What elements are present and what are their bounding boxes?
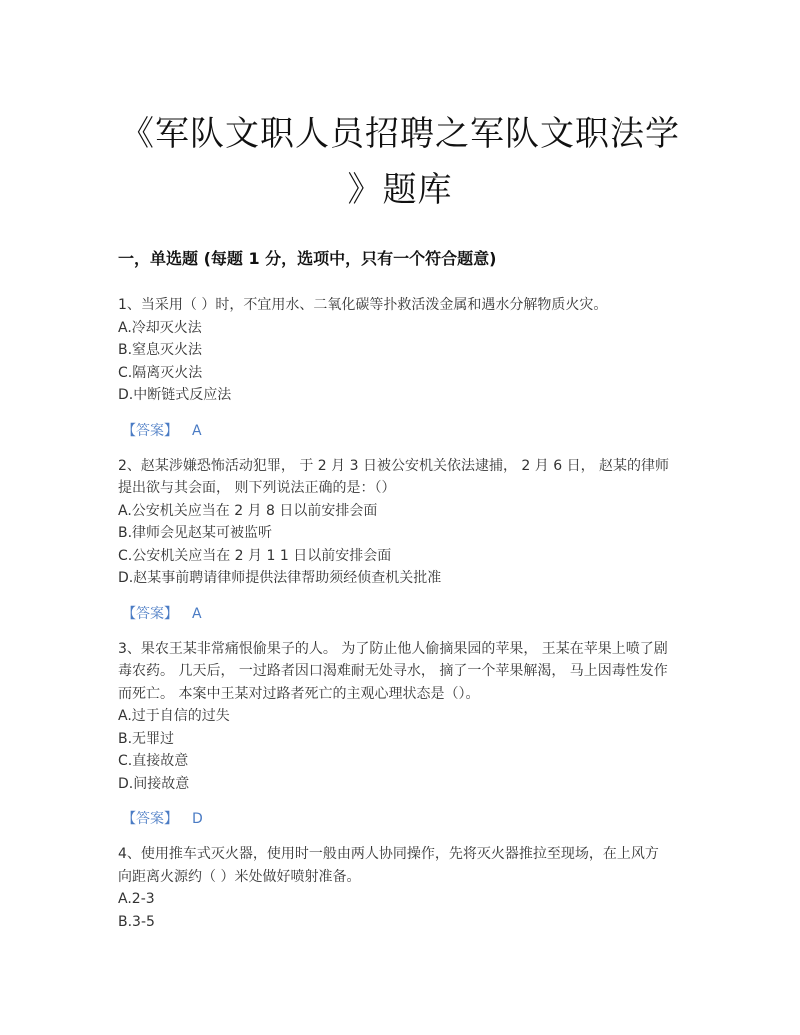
question-block (118, 843, 684, 933)
answer-value: D (192, 811, 203, 827)
answer-option: A.过于自信的过失 (118, 708, 230, 724)
answer-value: A (192, 422, 202, 439)
document-title (100, 106, 700, 218)
question-stem: 4、使用推车式灭火器，使用时一般由两人协同操作，先将灭火器推拉至现场，在上风方 (118, 846, 659, 862)
title-line-1: 《军队文职人员招聘之军队文职法学 (120, 114, 680, 154)
question-list (118, 294, 684, 933)
answer-line (122, 420, 684, 442)
section-heading: 一，单选题 (每题 1 分，选项中，只有一个符合题意) (118, 249, 497, 268)
question-stem: 提出欲与其会面， 则下列说法正确的是：（） (118, 480, 396, 496)
answer-option: A.2-3 (118, 891, 155, 907)
question-stem: 2、赵某涉嫌恐怖活动犯罪， 于 2 月 3 日被公安机关依法逮捕， 2 月 6 日， 赵某的律师 (118, 457, 670, 474)
answer-label: 【答案】 (122, 422, 178, 439)
answer-option: A.冷却灭火法 (118, 319, 202, 336)
title-line-2: 》题库 (347, 170, 453, 210)
answer-option: B.律师会见赵某可被监听 (118, 525, 273, 541)
answer-option: A.公安机关应当在 2 月 8 日以前安排会面 (118, 502, 378, 519)
answer-label: 【答案】 (122, 605, 178, 622)
answer-option: D.间接故意 (118, 775, 190, 792)
question-stem: 向距离火源约（ ）米处做好喷射准备。 (118, 868, 361, 885)
question-block (118, 455, 684, 625)
answer-option: C.公安机关应当在 2 月 1 1 日以前安排会面 (118, 547, 392, 564)
answer-line (122, 808, 684, 830)
question-stem: 毒农药。 几天后， 一过路者因口渴难耐无处寻水， 摘了一个苹果解渴， 马上因毒性发作 (118, 663, 668, 679)
answer-option: C.直接故意 (118, 753, 189, 769)
question-stem: 3、果农王某非常痛恨偷果子的人。 为了防止他人偷摘果园的苹果， 王某在苹果上喷了剧 (118, 640, 668, 657)
answer-option: B.窒息灭火法 (118, 342, 203, 358)
question-block (118, 638, 684, 831)
answer-option: D.赵某事前聘请律师提供法律帮助须经侦查机关批准 (118, 570, 442, 586)
answer-option: B.3-5 (118, 913, 155, 930)
answer-value: A (192, 605, 202, 622)
question-block (118, 294, 684, 442)
answer-option: B.无罪过 (118, 730, 175, 747)
question-stem: 1、当采用（ ）时，不宜用水、二氧化碳等扑救活泼金属和遇水分解物质火灾。 (118, 297, 608, 313)
answer-line (122, 603, 684, 625)
answer-label: 【答案】 (122, 811, 178, 827)
answer-option: C.隔离灭火法 (118, 364, 203, 381)
answer-option: D.中断链式反应法 (118, 387, 232, 403)
question-stem: 而死亡。 本案中王某对过路者死亡的主观心理状态是（）。 (118, 685, 480, 702)
